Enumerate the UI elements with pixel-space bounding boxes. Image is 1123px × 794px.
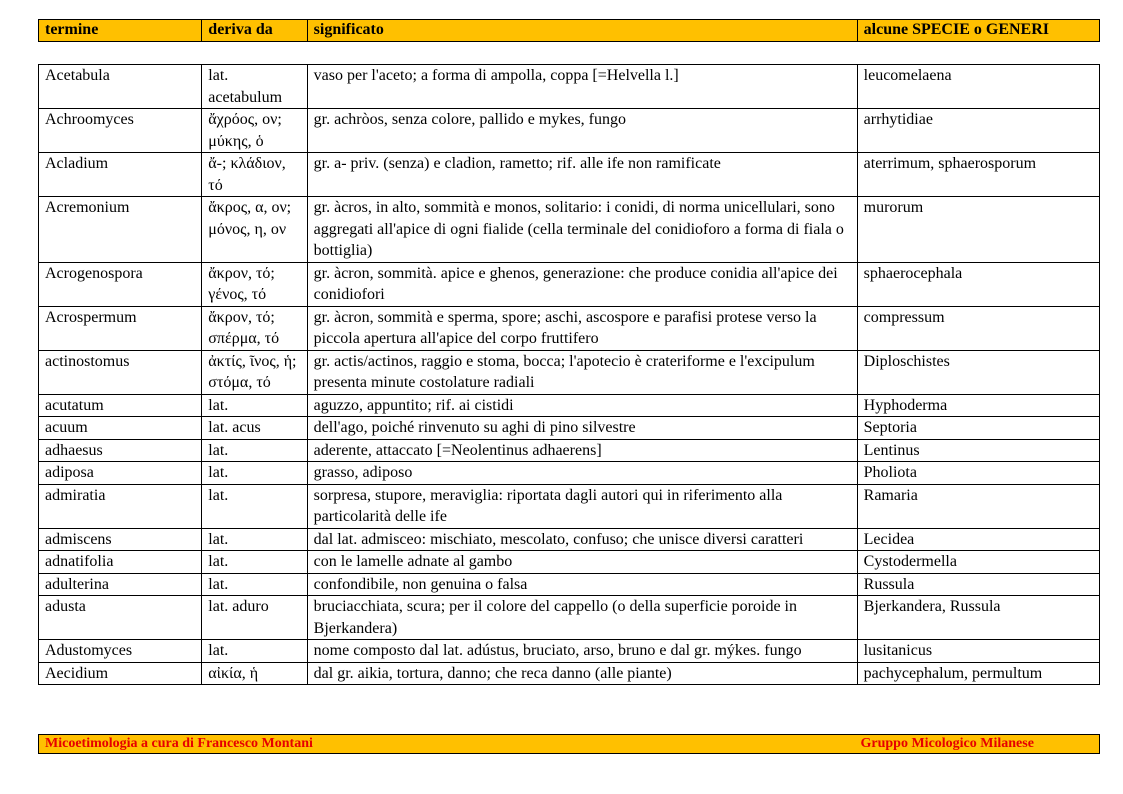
cell-deriva-da: lat. [202, 462, 307, 485]
table-row [39, 109, 1100, 153]
cell-termine: admiratia [39, 484, 202, 528]
cell-deriva-da: lat. acus [202, 417, 307, 440]
table-row [39, 551, 1100, 574]
table-row [39, 462, 1100, 485]
cell-significato: gr. achròos, senza colore, pallido e mykes, fungo [307, 109, 857, 153]
table-row [39, 573, 1100, 596]
glossary-table [38, 64, 1100, 685]
cell-deriva-da: ἄκρος, α, ον; μόνος, η, ον [202, 197, 307, 263]
cell-termine: adiposa [39, 462, 202, 485]
header-significato: significato [307, 20, 857, 42]
cell-significato: vaso per l'aceto; a forma di ampolla, coppa [=Helvella l.] [307, 65, 857, 109]
cell-specie: compressum [857, 306, 1099, 350]
cell-termine: Acrospermum [39, 306, 202, 350]
cell-deriva-da: lat. [202, 528, 307, 551]
table-row [39, 596, 1100, 640]
footer-group: Gruppo Micologico Milanese [855, 735, 1100, 754]
cell-specie: Lecidea [857, 528, 1099, 551]
header-deriva-da: deriva da [202, 20, 307, 42]
cell-termine: Acetabula [39, 65, 202, 109]
cell-specie: Pholiota [857, 462, 1099, 485]
cell-deriva-da: lat. [202, 484, 307, 528]
cell-significato: gr. àcron, sommità e sperma, spore; aschi, ascospore e parafisi protese verso la piccola apertura all'apice del corpo fruttifero [307, 306, 857, 350]
cell-termine: adulterina [39, 573, 202, 596]
cell-termine: acutatum [39, 394, 202, 417]
cell-significato: bruciacchiata, scura; per il colore del cappello (o della superficie poroide in Bjerkandera) [307, 596, 857, 640]
cell-significato: aguzzo, appuntito; rif. ai cistidi [307, 394, 857, 417]
cell-termine: Adustomyces [39, 640, 202, 663]
cell-significato: con le lamelle adnate al gambo [307, 551, 857, 574]
cell-deriva-da: ἄχρόος, ον; μύκης, ὁ [202, 109, 307, 153]
table-row [39, 306, 1100, 350]
cell-specie: lusitanicus [857, 640, 1099, 663]
cell-deriva-da: ἄκρον, τό; γένος, τό [202, 262, 307, 306]
cell-deriva-da: ἄκρον, τό; σπέρμα, τό [202, 306, 307, 350]
table-row [39, 262, 1100, 306]
footer-credit: Micoetimologia a cura di Francesco Montani [39, 735, 855, 754]
cell-significato: dal gr. aikia, tortura, danno; che reca danno (alle piante) [307, 662, 857, 685]
cell-significato: dell'ago, poiché rinvenuto su aghi di pino silvestre [307, 417, 857, 440]
cell-deriva-da: ἄ-; κλάδιον, τό [202, 153, 307, 197]
table-row [39, 439, 1100, 462]
cell-termine: Acremonium [39, 197, 202, 263]
table-row [39, 662, 1100, 685]
cell-significato: gr. actis/actinos, raggio e stoma, bocca; l'apotecio è crateriforme e l'excipulum presenta minute costolature radiali [307, 350, 857, 394]
cell-deriva-da: ἀκτίς, ῖνος, ἡ; στόμα, τό [202, 350, 307, 394]
cell-specie: murorum [857, 197, 1099, 263]
cell-deriva-da: lat. [202, 551, 307, 574]
cell-deriva-da: lat. aduro [202, 596, 307, 640]
cell-termine: actinostomus [39, 350, 202, 394]
cell-specie: Ramaria [857, 484, 1099, 528]
header-termine: termine [39, 20, 202, 42]
table-row [39, 528, 1100, 551]
header-row [39, 20, 1100, 42]
cell-significato: dal lat. admisceo: mischiato, mescolato, confuso; che unisce diversi caratteri [307, 528, 857, 551]
cell-termine: Aecidium [39, 662, 202, 685]
cell-specie: Lentinus [857, 439, 1099, 462]
cell-specie: aterrimum, sphaerosporum [857, 153, 1099, 197]
cell-termine: adusta [39, 596, 202, 640]
cell-specie: Cystodermella [857, 551, 1099, 574]
cell-specie: Bjerkandera, Russula [857, 596, 1099, 640]
table-row [39, 65, 1100, 109]
cell-termine: adhaesus [39, 439, 202, 462]
cell-significato: gr. àcron, sommità. apice e ghenos, generazione: che produce conidia all'apice dei conidiofori [307, 262, 857, 306]
cell-deriva-da: lat. [202, 640, 307, 663]
cell-deriva-da: lat. [202, 394, 307, 417]
cell-specie: pachycephalum, permultum [857, 662, 1099, 685]
header-specie-generi: alcune SPECIE o GENERI [857, 20, 1099, 42]
header-table [38, 19, 1100, 42]
cell-termine: admiscens [39, 528, 202, 551]
cell-significato: grasso, adiposo [307, 462, 857, 485]
table-row [39, 153, 1100, 197]
cell-deriva-da: lat. [202, 439, 307, 462]
cell-significato: sorpresa, stupore, meraviglia: riportata dagli autori qui in riferimento alla particolarità delle ife [307, 484, 857, 528]
cell-significato: aderente, attaccato [=Neolentinus adhaerens] [307, 439, 857, 462]
cell-specie: sphaerocephala [857, 262, 1099, 306]
table-row [39, 640, 1100, 663]
cell-deriva-da: lat. [202, 573, 307, 596]
table-row [39, 394, 1100, 417]
cell-termine: acuum [39, 417, 202, 440]
cell-specie: Russula [857, 573, 1099, 596]
cell-termine: Acrogenospora [39, 262, 202, 306]
cell-significato: nome composto dal lat. adústus, bruciato, arso, bruno e dal gr. mýkes. fungo [307, 640, 857, 663]
cell-specie: leucomelaena [857, 65, 1099, 109]
table-row [39, 417, 1100, 440]
table-row [39, 350, 1100, 394]
cell-specie: Septoria [857, 417, 1099, 440]
cell-deriva-da: lat. acetabulum [202, 65, 307, 109]
cell-termine: Acladium [39, 153, 202, 197]
cell-significato: gr. àcros, in alto, sommità e monos, solitario: i conidi, di norma unicellulari, sono aggregati all'apice di ogni fialide (cella terminale del conidioforo a forma di fiala o bottiglia) [307, 197, 857, 263]
cell-specie: Diploschistes [857, 350, 1099, 394]
cell-specie: arrhytidiae [857, 109, 1099, 153]
footer-bar [38, 734, 1100, 754]
cell-termine: Achroomyces [39, 109, 202, 153]
cell-deriva-da: αἰκία, ἡ [202, 662, 307, 685]
cell-specie: Hyphoderma [857, 394, 1099, 417]
table-row [39, 484, 1100, 528]
cell-significato: confondibile, non genuina o falsa [307, 573, 857, 596]
cell-termine: adnatifolia [39, 551, 202, 574]
table-row [39, 197, 1100, 263]
cell-significato: gr. a- priv. (senza) e cladion, rametto; rif. alle ife non ramificate [307, 153, 857, 197]
